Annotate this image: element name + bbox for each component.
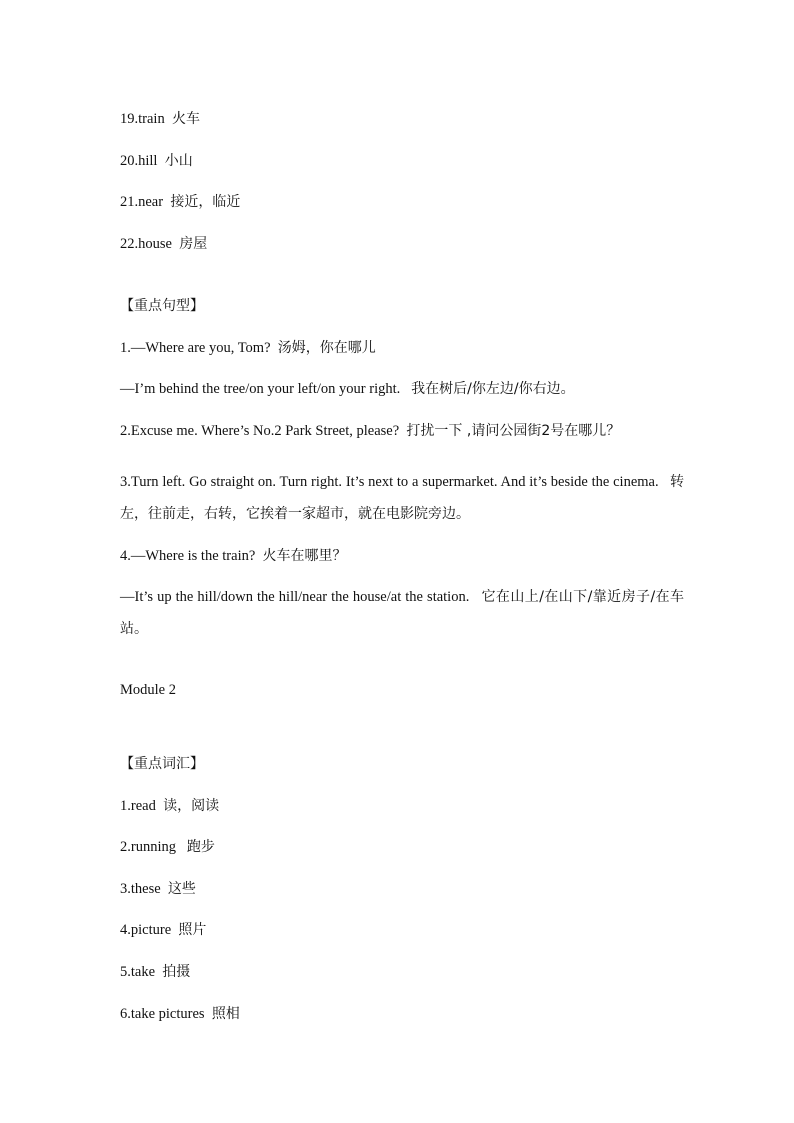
vocab-item xyxy=(120,796,684,816)
module-title: Module 2 xyxy=(120,682,176,698)
sentence xyxy=(120,466,684,530)
vocab-en: 1.read xyxy=(120,798,156,814)
vocab-en: 3.these xyxy=(120,881,161,897)
vocab-en: 21.near xyxy=(120,194,164,210)
sentence xyxy=(120,546,684,566)
sentence xyxy=(120,338,684,358)
sentence-zh: 它在山上/在山下/靠近房子/在车站。 xyxy=(120,589,685,637)
vocab-zh: 房屋 xyxy=(179,236,208,252)
sentence-en: —It’s up the hill/down the hill/near the house/at the station. xyxy=(120,589,470,605)
vocab-item xyxy=(120,1004,684,1024)
vocab-zh: 这些 xyxy=(167,881,196,897)
vocab-en: 6.take pictures xyxy=(120,1006,205,1022)
sentence-en: 3.Turn left. Go straight on. Turn right. It’s next to a supermarket. And it’s beside the cinema. xyxy=(120,474,659,490)
sentence-en: 1.—Where are you, Tom? xyxy=(120,340,271,356)
sentences-heading: 【重点句型】 xyxy=(120,298,204,314)
vocab-zh: 照相 xyxy=(211,1006,240,1022)
vocab-en: 4.picture xyxy=(120,922,172,938)
vocab-item xyxy=(120,879,684,899)
sentence xyxy=(120,581,684,645)
sentence-zh: 汤姆，你在哪儿 xyxy=(277,340,376,356)
vocab-en: 5.take xyxy=(120,964,156,980)
vocab-item xyxy=(120,109,684,129)
vocab-en: 2.running xyxy=(120,839,176,855)
sentence-zh: 火车在哪里？ xyxy=(262,548,347,564)
vocab-item xyxy=(120,192,684,212)
vocab-zh: 照片 xyxy=(178,922,207,938)
sentence-en: 4.—Where is the train? xyxy=(120,548,256,564)
vocab-item xyxy=(120,234,684,254)
vocab-zh: 跑步 xyxy=(186,839,215,855)
vocab-zh: 拍摄 xyxy=(162,964,191,980)
sentence xyxy=(120,421,684,441)
sentence-en: 2.Excuse me. Where’s No.2 Park Street, please? xyxy=(120,423,400,439)
vocab-en: 20.hill xyxy=(120,153,158,169)
sentence-en: —I’m behind the tree/on your left/on your right. xyxy=(120,381,401,397)
vocab-item xyxy=(120,962,684,982)
vocab-zh: 读，阅读 xyxy=(163,798,220,814)
vocab-en: 19.train xyxy=(120,111,165,127)
sentence-zh: 转左，往前走，右转，它挨着一家超市，就在电影院旁边。 xyxy=(120,474,685,522)
sentence xyxy=(120,379,684,399)
vocab-item xyxy=(120,151,684,171)
vocab-item xyxy=(120,837,684,857)
vocab-zh: 小山 xyxy=(164,153,193,169)
vocab-heading: 【重点词汇】 xyxy=(120,756,204,772)
vocab-item xyxy=(120,920,684,940)
vocab-en: 22.house xyxy=(120,236,172,252)
sentence-zh: 我在树后/你左边/你右边。 xyxy=(411,381,575,397)
vocab-zh: 火车 xyxy=(171,111,200,127)
sentence-zh: 打扰一下 ,请问公园街2号在哪儿？ xyxy=(406,423,621,439)
vocab-zh: 接近，临近 xyxy=(170,194,241,210)
